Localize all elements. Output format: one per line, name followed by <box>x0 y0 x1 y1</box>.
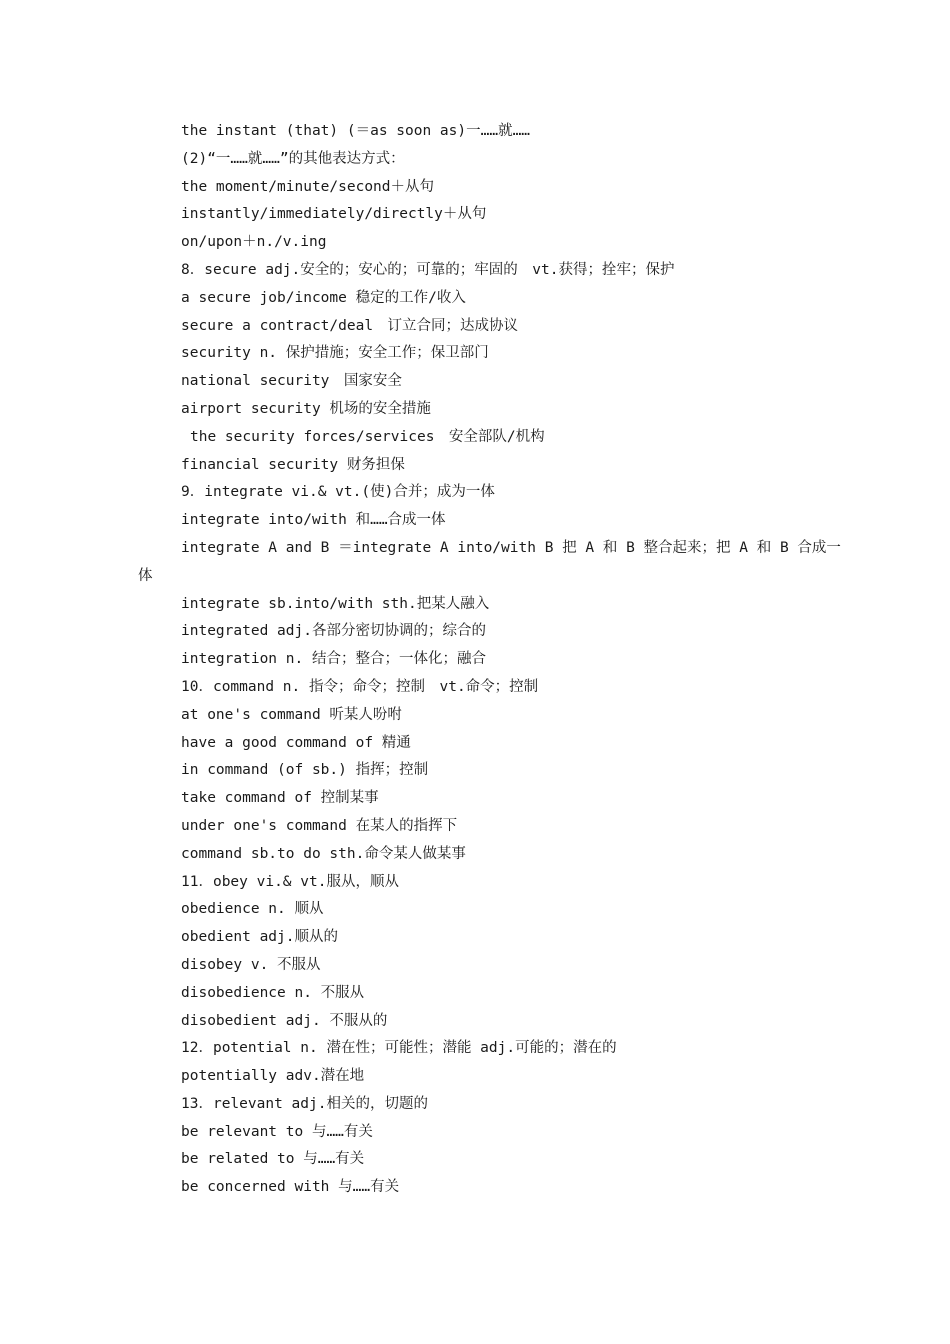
entry-heading: 11．obey vi.& vt.服从，顺从 <box>181 873 399 890</box>
text-line-wrap: 体 <box>138 567 153 584</box>
text-line: financial security 财务担保 <box>181 456 405 473</box>
text-line: potentially adv.潜在地 <box>181 1068 365 1085</box>
text-line: security n. 保护措施；安全工作；保卫部门 <box>181 345 489 362</box>
text-line: (2)“一……就……”的其他表达方式： <box>181 150 405 167</box>
entry-heading: 13．relevant adj.相关的，切题的 <box>181 1095 428 1112</box>
text-line: integrate sb.into/with sth.把某人融入 <box>181 595 490 612</box>
text-line: in command (of sb.) 指挥；控制 <box>181 762 429 779</box>
text-line: be relevant to 与……有关 <box>181 1123 373 1140</box>
text-line: integration n. 结合；整合；一体化；融合 <box>181 651 486 668</box>
text-line: on/upon＋n./v.ing <box>181 234 327 251</box>
entry-heading: 9．integrate vi.& vt.(使)合并；成为一体 <box>181 484 495 501</box>
text-line: integrated adj.各部分密切协调的；综合的 <box>181 623 486 640</box>
text-line: airport security 机场的安全措施 <box>181 400 431 417</box>
text-line: command sb.to do sth.命令某人做某事 <box>181 845 466 862</box>
text-line: be concerned with 与……有关 <box>181 1179 400 1196</box>
text-line: disobey v. 不服从 <box>181 956 321 973</box>
text-line: disobedience n. 不服从 <box>181 984 365 1001</box>
text-line: at one's command 听某人吩咐 <box>181 706 402 723</box>
text-line: under one's command 在某人的指挥下 <box>181 817 458 834</box>
text-line: secure a contract/deal 订立合同；达成协议 <box>181 317 519 334</box>
text-line: obedient adj.顺从的 <box>181 929 338 946</box>
text-line: be related to 与……有关 <box>181 1151 365 1168</box>
entry-heading: 12．potential n. 潜在性；可能性；潜能 adj.可能的；潜在的 <box>181 1040 617 1057</box>
text-line: instantly/immediately/directly＋从句 <box>181 206 487 223</box>
vocabulary-notes <box>0 118 950 1202</box>
text-line: have a good command of 精通 <box>181 734 411 751</box>
text-line: the security forces/services 安全部队/机构 <box>190 428 545 445</box>
text-line: national security 国家安全 <box>181 373 402 390</box>
text-line: integrate into/with 和……合成一体 <box>181 512 446 529</box>
text-line: integrate A and B ＝integrate A into/with B 把 A 和 B 整合起来；把 A 和 B 合成一 <box>181 539 841 556</box>
text-line: the instant (that) (＝as soon as)一……就…… <box>181 123 531 139</box>
text-line: obedience n. 顺从 <box>181 901 324 918</box>
entry-heading: 8．secure adj.安全的；安心的；可靠的；牢固的 vt.获得；拴牢；保护 <box>181 261 675 278</box>
text-line: a secure job/income 稳定的工作/收入 <box>181 289 466 306</box>
text-line: take command of 控制某事 <box>181 790 379 807</box>
text-line: the moment/minute/second＋从句 <box>181 178 435 195</box>
entry-heading: 10．command n. 指令；命令；控制 vt.命令；控制 <box>181 678 539 695</box>
text-line: disobedient adj. 不服从的 <box>181 1012 388 1029</box>
